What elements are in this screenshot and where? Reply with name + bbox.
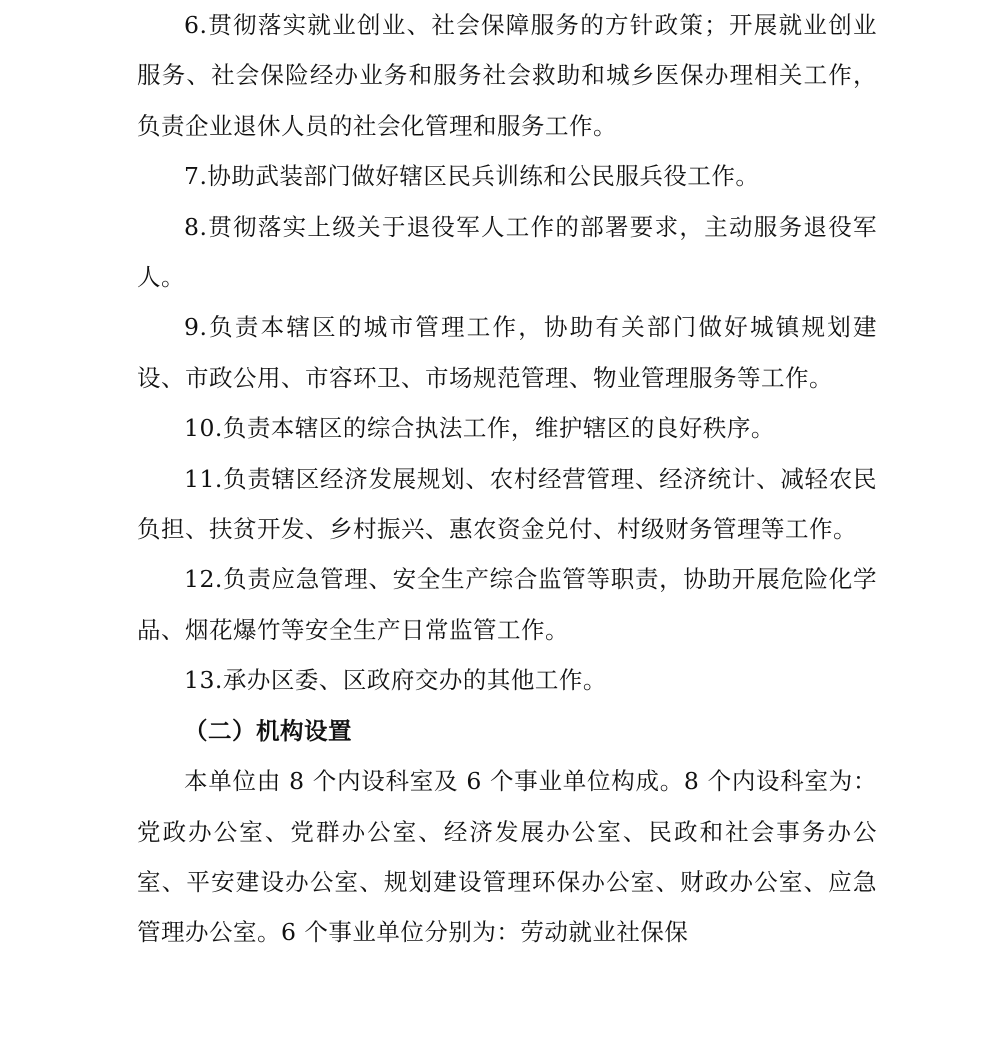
paragraph-item-12: 12.负责应急管理、安全生产综合监管等职责，协助开展危险化学品、烟花爆竹等安全生产日常监管工作。 (137, 565, 877, 644)
section-heading: （二）机构设置 (184, 716, 352, 745)
section-body: 本单位由 8 个内设科室及 6 个事业单位构成。8 个内设科室为：党政办公室、党群办公室、经济发展办公室、民政和社会事务办公室、平安建设办公室、规划建设管理环保办公室、财政办公室、应急管理办公室。6 个事业单位分别为：劳动就业社保保 (137, 767, 877, 947)
paragraph-item-8: 8.贯彻落实上级关于退役军人工作的部署要求，主动服务退役军人。 (137, 212, 877, 292)
paragraph-item-13: 13.承办区委、区政府交办的其他工作。 (184, 666, 607, 695)
paragraph-item-9: 9.负责本辖区的城市管理工作，协助有关部门做好城镇规划建设、市政公用、市容环卫、市场规范管理、物业管理服务等工作。 (137, 313, 877, 392)
paragraph-item-6: 6.贯彻落实就业创业、社会保障服务的方针政策；开展就业创业服务、社会保险经办业务和服务社会救助和城乡医保办理相关工作，负责企业退休人员的社会化管理和服务工作。 (137, 11, 877, 140)
paragraph-item-10: 10.负责本辖区的综合执法工作，维护辖区的良好秩序。 (184, 414, 775, 443)
document-page (137, 0, 877, 958)
paragraph-item-7: 7.协助武装部门做好辖区民兵训练和公民服兵役工作。 (184, 162, 760, 191)
paragraph-item-11: 11.负责辖区经济发展规划、农村经营管理、经济统计、减轻农民负担、扶贫开发、乡村振兴、惠农资金兑付、村级财务管理等工作。 (137, 464, 877, 544)
